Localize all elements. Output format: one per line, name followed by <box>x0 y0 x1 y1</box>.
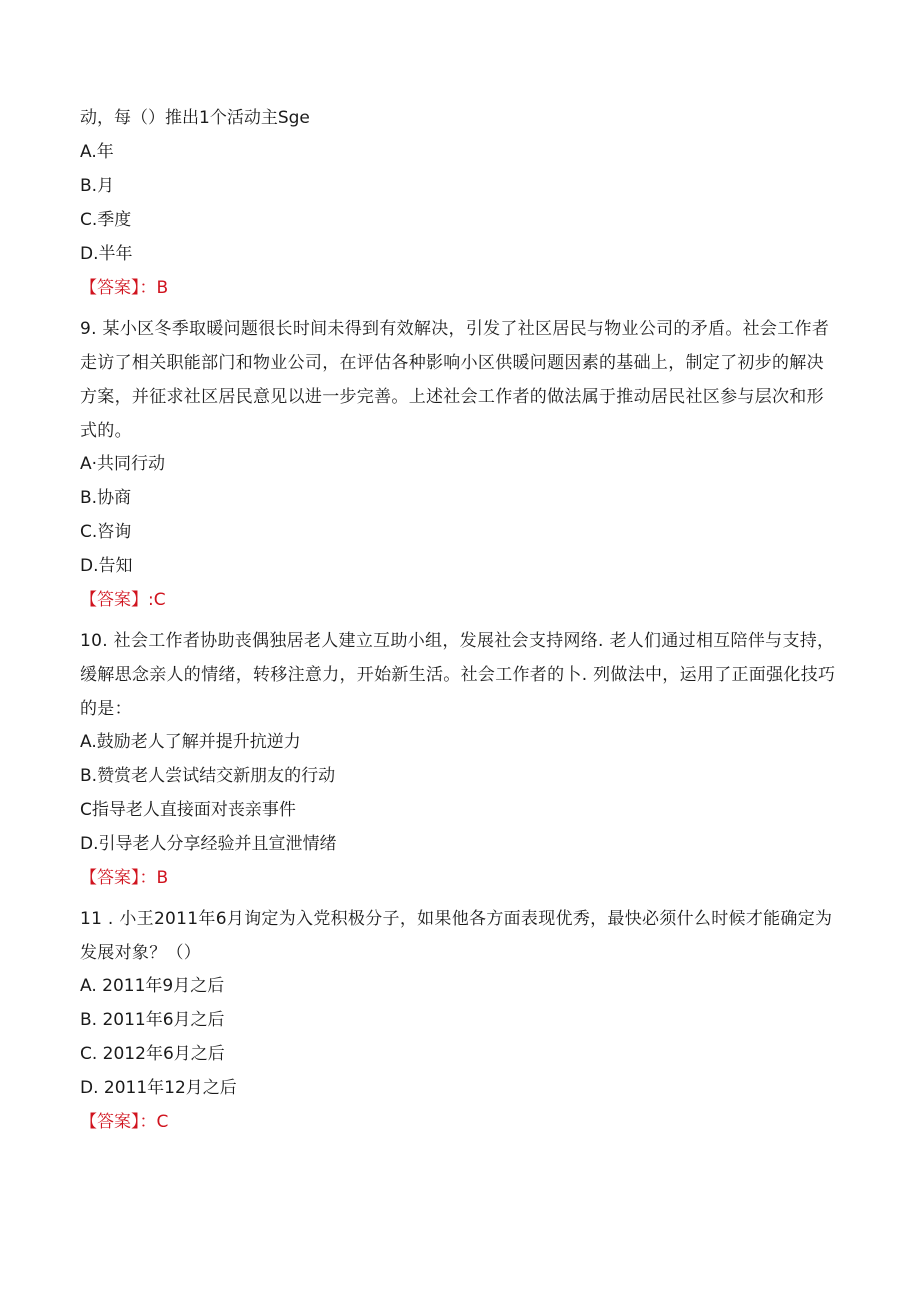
q11-option-d: D. 2011年12月之后 <box>80 1078 237 1098</box>
document-page <box>80 108 840 1132</box>
q10-option-c: C指导老人直接面对丧亲事件 <box>80 800 296 820</box>
q10-option-b: B.赞赏老人尝试结交新朋友的行动 <box>80 766 336 786</box>
q9-option-c: C.咨询 <box>80 522 132 542</box>
q10-answer: 【答案】：B <box>80 868 169 888</box>
q8-stem-tail: 动，每（）推出1个活动主Sge <box>80 108 310 128</box>
q8-option-c: C.季度 <box>80 210 132 230</box>
q8-option-b: B.月 <box>80 176 115 196</box>
q11-option-a: A. 2011年9月之后 <box>80 976 225 996</box>
q11-stem: 11 . 小王2011年6月询定为入党积极分子，如果他各方面表现优秀，最快必须什么时候才能确定为发展对象？（） <box>80 909 833 963</box>
q9-option-d: D.告知 <box>80 556 133 576</box>
q10-option-d: D.引导老人分享经验并且宣泄情绪 <box>80 834 337 854</box>
q8-option-d: D.半年 <box>80 244 133 264</box>
q8-answer: 【答案】：B <box>80 278 169 298</box>
q10-stem: 10. 社会工作者协助丧偶独居老人建立互助小组，发展社会支持网络. 老人们通过相互陪伴与支持，缓解思念亲人的情绪，转移注意力，开始新生活。社会工作者的卜. 列做法中，运用了正面强化技巧的是： <box>80 631 836 719</box>
q9-answer: 【答案】:C <box>80 590 166 610</box>
q9-stem: 9. 某小区冬季取暖问题很长时间未得到有效解决，引发了社区居民与物业公司的矛盾。社会工作者走访了相关职能部门和物业公司，在评估各种影响小区供暖问题因素的基础上，制定了初步的解决方案，并征求社区居民意见以进一步完善。上述社会工作者的做法属于推动居民社区参与层次和形式的。 <box>80 319 830 441</box>
q11-option-b: B. 2011年6月之后 <box>80 1010 225 1030</box>
q11-option-c: C. 2012年6月之后 <box>80 1044 225 1064</box>
q9-option-a: A·共同行动 <box>80 454 166 474</box>
q9-option-b: B.协商 <box>80 488 132 508</box>
q11-answer: 【答案】：C <box>80 1112 169 1132</box>
q10-option-a: A.鼓励老人了解并提升抗逆力 <box>80 732 301 752</box>
q8-option-a: A.年 <box>80 142 114 162</box>
